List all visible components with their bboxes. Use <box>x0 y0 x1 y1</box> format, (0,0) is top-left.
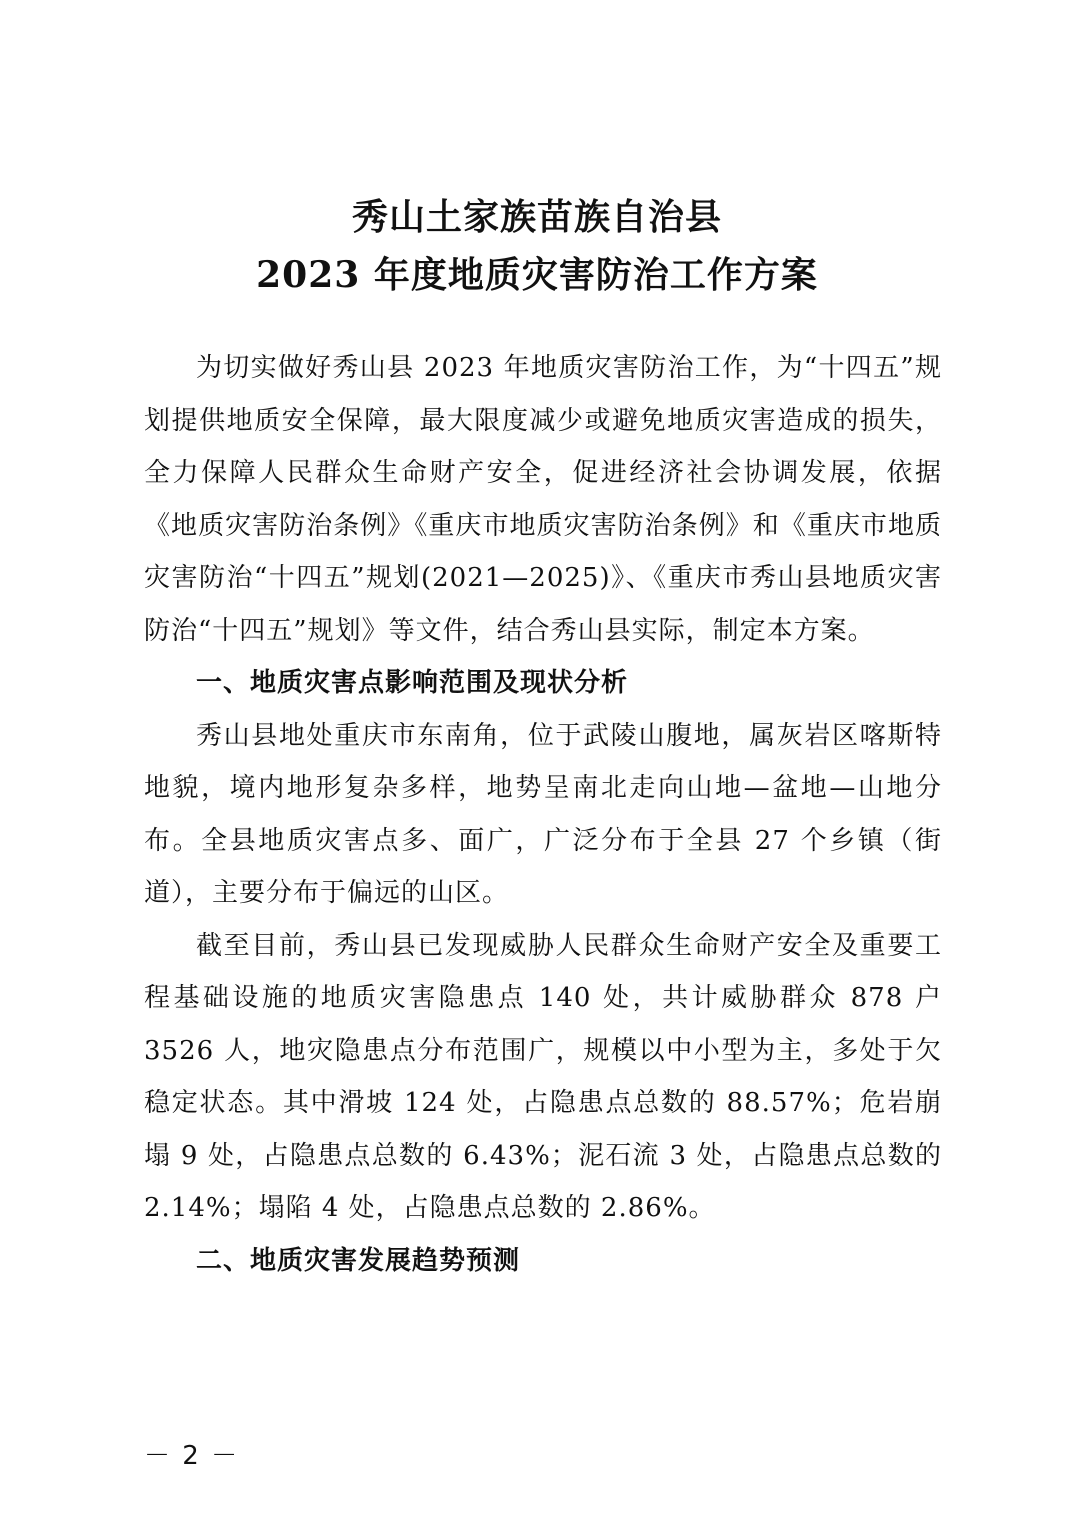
section-1-paragraph-1: 秀山县地处重庆市东南角，位于武陵山腹地，属灰岩区喀斯特地貌，境内地形复杂多样，地势呈南北走向山地—盆地—山地分布。全县地质灾害点多、面广，广泛分布于全县 27 个乡镇（街道），主要分布于偏远的山区。 <box>144 720 942 908</box>
section-2-heading: 二、地质灾害发展趋势预测 <box>196 1245 521 1276</box>
document-body <box>144 342 942 1287</box>
title-line-1: 秀山土家族苗族自治县 <box>351 196 722 238</box>
page-number: － 2 － <box>144 1441 240 1471</box>
intro-paragraph: 为切实做好秀山县 2023 年地质灾害防治工作，为“十四五”规划提供地质安全保障，最大限度减少或避免地质灾害造成的损失，全力保障人民群众生命财产安全，促进经济社会协调发展，依据《地质灾害防治条例》《重庆市地质灾害防治条例》和《重庆市地质灾害防治“十四五”规划(2021—2025)》、《重庆市秀山县地质灾害防治“十四五”规划》等文件，结合秀山县实际，制定本方案。 <box>144 353 942 646</box>
title-line-2: 2023 年度地质灾害防治工作方案 <box>256 254 818 296</box>
document-title <box>0 188 1074 304</box>
section-1-heading: 一、地质灾害点影响范围及现状分析 <box>196 668 629 698</box>
section-1-paragraph-2: 截至目前，秀山县已发现威胁人民群众生命财产安全及重要工程基础设施的地质灾害隐患点 140 处，共计威胁群众 878 户 3526 人，地灾隐患点分布范围广，规模以中小型为主，多处于欠稳定状态。其中滑坡 124 处，占隐患点总数的 88.57%；危岩崩塌 9 处，占隐患点总数的 6.43%；泥石流 3 处，占隐患点总数的 2.14%；塌陷 4 处，占隐患点总数的 2.86%。 <box>144 930 942 1223</box>
